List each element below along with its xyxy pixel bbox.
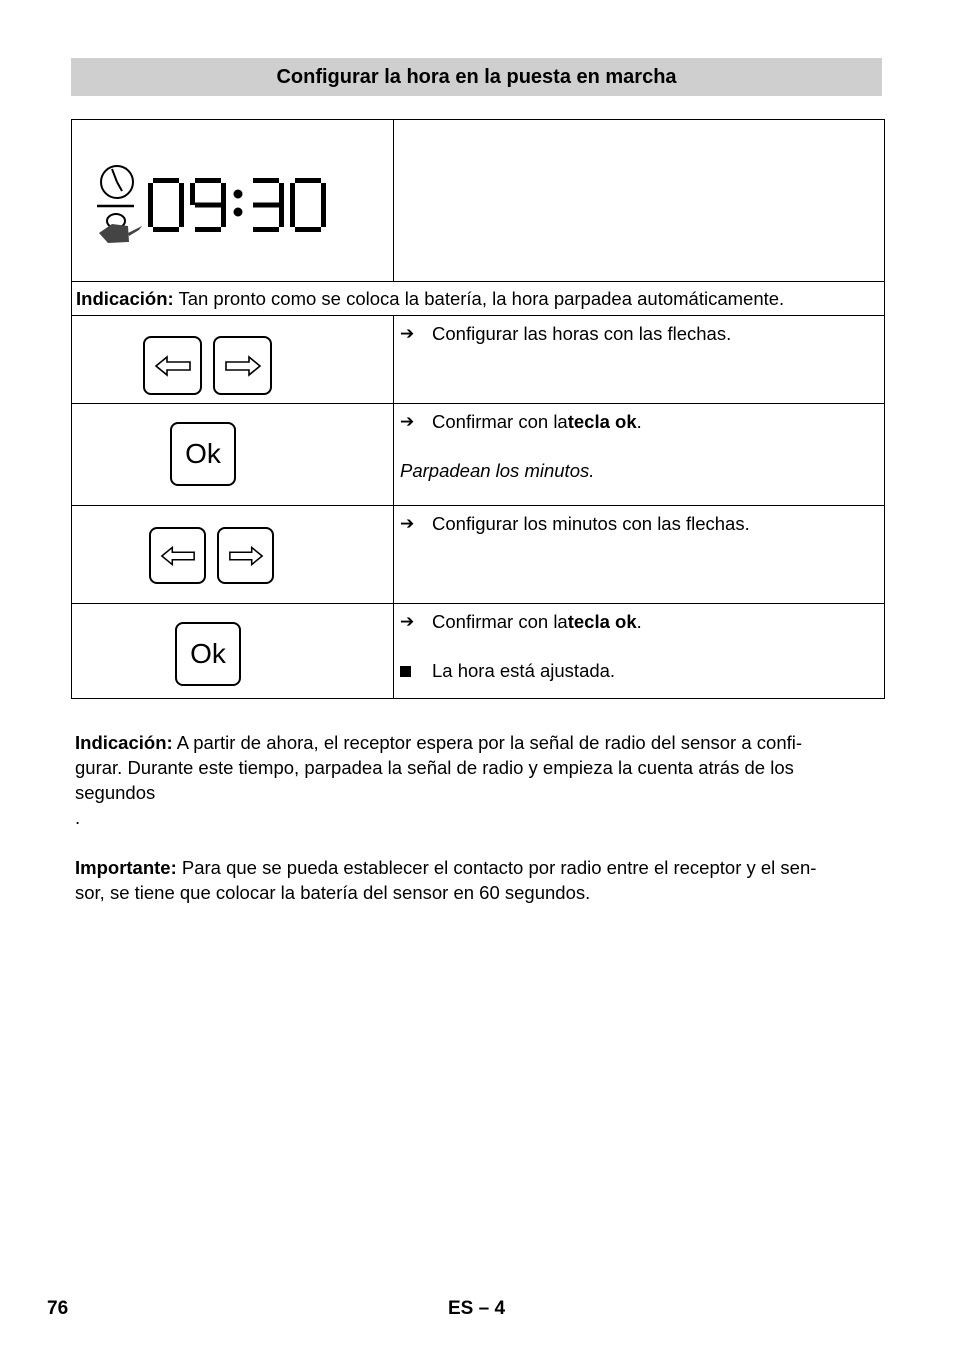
- lcd-segment: [321, 205, 326, 227]
- step-4-keys: [72, 604, 394, 699]
- step-4-instruction-pre: Confirmar con la: [432, 611, 568, 632]
- note2-label: Indicación:: [75, 732, 173, 753]
- step-4-text: [394, 604, 885, 699]
- lcd-colon-dot: [234, 190, 243, 199]
- step-2-instruction-post: .: [636, 411, 642, 432]
- lcd-segment: [295, 227, 321, 232]
- lcd-segment: [153, 227, 179, 232]
- important-label: Importante:: [75, 857, 177, 878]
- display-cell: [72, 120, 394, 282]
- arrow-right-icon: [227, 543, 265, 569]
- ok-key[interactable]: Ok: [170, 422, 236, 486]
- arrow-bullet-icon: ➔: [400, 612, 415, 631]
- step-4-result: La hora está ajustada.: [432, 660, 616, 681]
- arrow-bullet-icon: ➔: [400, 324, 415, 343]
- step-2-keys: [72, 404, 394, 506]
- ok-key[interactable]: Ok: [175, 622, 241, 686]
- lcd-segment: [195, 203, 221, 208]
- note2-line1: A partir de ahora, el receptor espera por la señal de radio del sensor a confi-: [172, 732, 803, 753]
- lcd-segment: [295, 178, 321, 183]
- lcd-colon-dot: [234, 208, 243, 217]
- lcd-segment: [190, 183, 195, 205]
- important-paragraph: [75, 855, 885, 905]
- display-description-cell: [394, 120, 885, 282]
- step-2-instruction-pre: Confirmar con la: [432, 411, 568, 432]
- lcd-segment: [253, 203, 279, 208]
- lcd-segment: [148, 183, 153, 205]
- lcd-segment: [221, 183, 226, 205]
- step-2-text: [394, 404, 885, 506]
- lcd-segment: [179, 183, 184, 205]
- arrow-right-icon: [223, 353, 263, 379]
- arrow-right-key[interactable]: [213, 336, 272, 395]
- arrow-bullet-icon: ➔: [400, 514, 415, 533]
- step-4-instruction-post: .: [636, 611, 642, 632]
- note2-line3: segundos: [75, 782, 156, 803]
- lcd-segment: [279, 205, 284, 227]
- lcd-segment: [148, 205, 153, 227]
- clock-icon: [101, 166, 133, 198]
- step-1-keys: [72, 316, 394, 404]
- arrow-left-key[interactable]: [143, 336, 202, 395]
- page-number: 76: [47, 1298, 69, 1319]
- step-1-text: [394, 316, 885, 404]
- lcd-segment: [321, 183, 326, 205]
- lcd-segment: [179, 205, 184, 227]
- note2-line2: gurar. Durante este tiempo, parpadea la señal de radio y empieza la cuenta atrás de los: [75, 757, 794, 778]
- note-row: [72, 282, 885, 316]
- note-label: Indicación:: [76, 288, 174, 309]
- step-1-instruction: Configurar las horas con las flechas.: [432, 323, 732, 344]
- arrow-left-icon: [159, 543, 197, 569]
- lcd-segment: [221, 205, 226, 227]
- note2-line4: .: [75, 807, 81, 828]
- step-3-keys: [72, 506, 394, 604]
- arrow-right-key[interactable]: [217, 527, 274, 584]
- lcd-segment: [253, 178, 279, 183]
- lcd-segment: [290, 183, 295, 205]
- lcd-segment: [279, 183, 284, 205]
- step-2-instruction-bold: tecla ok: [567, 411, 637, 432]
- lcd-segment: [153, 178, 179, 183]
- important-line2: sor, se tiene que colocar la batería del sensor en 60 segundos.: [75, 882, 591, 903]
- footer-section: ES – 4: [448, 1298, 506, 1319]
- section-title: Configurar la hora en la puesta en marcha: [71, 58, 882, 96]
- important-line1: Para que se pueda establecer el contacto por radio entre el receptor y el sen-: [176, 857, 817, 878]
- step-3-text: [394, 506, 885, 604]
- step-4-instruction-bold: tecla ok: [567, 611, 637, 632]
- watering-can-icon: [99, 214, 142, 243]
- square-bullet-icon: [400, 666, 432, 677]
- lcd-segment: [195, 178, 221, 183]
- lcd-time-digits: [148, 178, 326, 232]
- steps-table: [71, 119, 885, 699]
- note-paragraph: [75, 730, 885, 830]
- lcd-segment: [290, 205, 295, 227]
- step-3-instruction: Configurar los minutos con las flechas.: [432, 513, 750, 534]
- arrow-bullet-icon: ➔: [400, 412, 415, 431]
- lcd-segment: [253, 227, 279, 232]
- note-text: Tan pronto como se coloca la batería, la hora parpadea automáticamente.: [173, 288, 785, 309]
- lcd-display: [72, 120, 392, 280]
- lcd-segment: [195, 227, 221, 232]
- arrow-left-key[interactable]: [149, 527, 206, 584]
- arrow-left-icon: [153, 353, 193, 379]
- step-2-result: Parpadean los minutos.: [400, 460, 595, 481]
